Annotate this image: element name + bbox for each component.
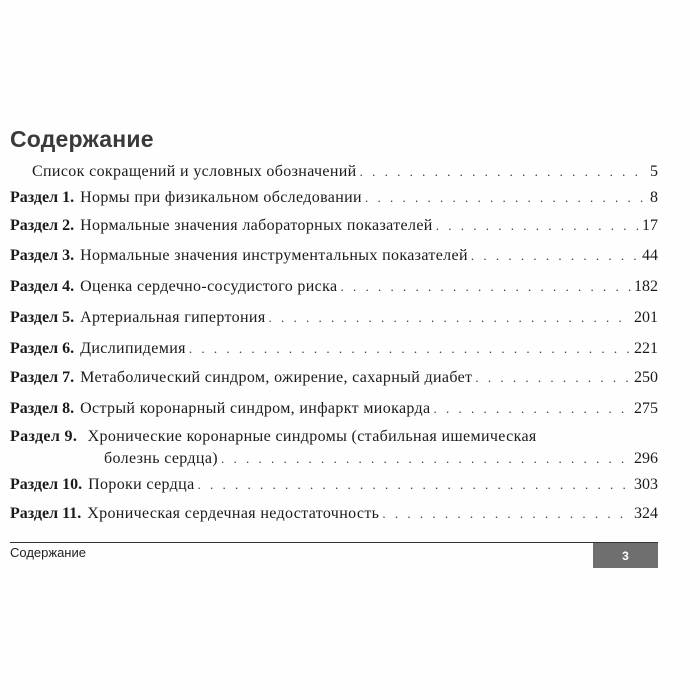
toc-entry-section-8[interactable] bbox=[10, 398, 658, 420]
toc-entry-section-5[interactable] bbox=[10, 307, 658, 329]
toc-section-label: Раздел 11. bbox=[10, 505, 82, 522]
toc-entry-section-7[interactable] bbox=[10, 367, 658, 389]
toc-section-label: Раздел 6. bbox=[10, 340, 75, 357]
toc-entry-text: Хронические коронарные синдромы (стабильная ишемическая bbox=[87, 428, 537, 445]
leader-dots bbox=[269, 307, 631, 329]
toc-entry-page: 221 bbox=[634, 340, 658, 357]
toc-section-label: Раздел 5. bbox=[10, 309, 75, 326]
toc-entry-section-10[interactable] bbox=[10, 474, 658, 496]
toc-entry-text: Острый коронарный синдром, инфаркт миокарда bbox=[80, 400, 431, 417]
toc-section-label: Раздел 1. bbox=[10, 189, 75, 206]
leader-dots bbox=[189, 338, 631, 360]
toc-entry-page: 5 bbox=[650, 163, 658, 180]
toc-entry-page: 201 bbox=[634, 309, 658, 326]
page-title: Содержание bbox=[10, 126, 154, 152]
toc-entry-page: 182 bbox=[634, 278, 658, 295]
leader-dots bbox=[360, 161, 647, 183]
toc-entry-text: Оценка сердечно-сосудистого риска bbox=[80, 278, 338, 295]
toc-entry-text: Артериальная гипертония bbox=[80, 309, 266, 326]
toc-entry-section-2[interactable] bbox=[10, 215, 658, 237]
leader-dots bbox=[434, 398, 632, 420]
toc-entry-line-1 bbox=[10, 426, 658, 448]
footer-running-title: Содержание bbox=[10, 545, 86, 560]
footer-page-number bbox=[593, 543, 658, 568]
toc-entry-page: 324 bbox=[634, 505, 658, 522]
toc-section-label: Раздел 4. bbox=[10, 278, 75, 295]
toc-entry-text: Нормальные значения лабораторных показателей bbox=[80, 217, 433, 234]
toc-entry-section-4[interactable] bbox=[10, 276, 658, 298]
toc-entry-page: 8 bbox=[650, 189, 658, 206]
toc-entry-abbreviations[interactable] bbox=[32, 161, 658, 183]
toc-entry-section-1[interactable] bbox=[10, 187, 658, 209]
toc-entry-text: Хроническая сердечная недостаточность bbox=[87, 505, 380, 522]
leader-dots bbox=[382, 503, 631, 525]
toc-entry-text: Список сокращений и условных обозначений bbox=[32, 163, 357, 180]
page-number-text: 3 bbox=[622, 548, 629, 563]
leader-dots bbox=[365, 187, 647, 209]
footer-divider bbox=[10, 542, 658, 543]
toc-entry-text: Нормальные значения инструментальных показателей bbox=[80, 247, 468, 264]
toc-entry-page: 250 bbox=[634, 369, 658, 386]
toc-entry-section-3[interactable] bbox=[10, 245, 658, 267]
toc-section-label: Раздел 7. bbox=[10, 369, 75, 386]
toc-entry-text-continued: болезнь сердца) bbox=[104, 450, 218, 467]
toc-entry-section-9[interactable] bbox=[10, 426, 658, 470]
toc-section-label: Раздел 3. bbox=[10, 247, 75, 264]
toc-section-label: Раздел 2. bbox=[10, 217, 75, 234]
toc-entry-text: Метаболический синдром, ожирение, сахарный диабет bbox=[80, 369, 473, 386]
leader-dots bbox=[340, 276, 631, 298]
toc-entry-page: 275 bbox=[634, 400, 658, 417]
toc-entry-page: 17 bbox=[642, 217, 658, 234]
leader-dots bbox=[198, 474, 631, 496]
toc-section-label: Раздел 9. bbox=[10, 428, 78, 445]
toc-section-label: Раздел 8. bbox=[10, 400, 75, 417]
leader-dots bbox=[221, 448, 631, 470]
toc-entry-text: Пороки сердца bbox=[88, 476, 195, 493]
toc-entry-text: Дислипидемия bbox=[80, 340, 186, 357]
leader-dots bbox=[471, 245, 639, 267]
leader-dots bbox=[436, 215, 639, 237]
toc-entry-line-2 bbox=[10, 448, 658, 470]
toc-entry-page: 303 bbox=[634, 476, 658, 493]
toc-section-label: Раздел 10. bbox=[10, 476, 83, 493]
toc-entry-page: 44 bbox=[642, 247, 658, 264]
toc-entry-section-6[interactable] bbox=[10, 338, 658, 360]
toc-entry-text: Нормы при физикальном обследовании bbox=[80, 189, 362, 206]
leader-dots bbox=[475, 367, 631, 389]
toc-entry-page: 296 bbox=[634, 450, 658, 467]
toc-entry-section-11[interactable] bbox=[10, 503, 658, 525]
